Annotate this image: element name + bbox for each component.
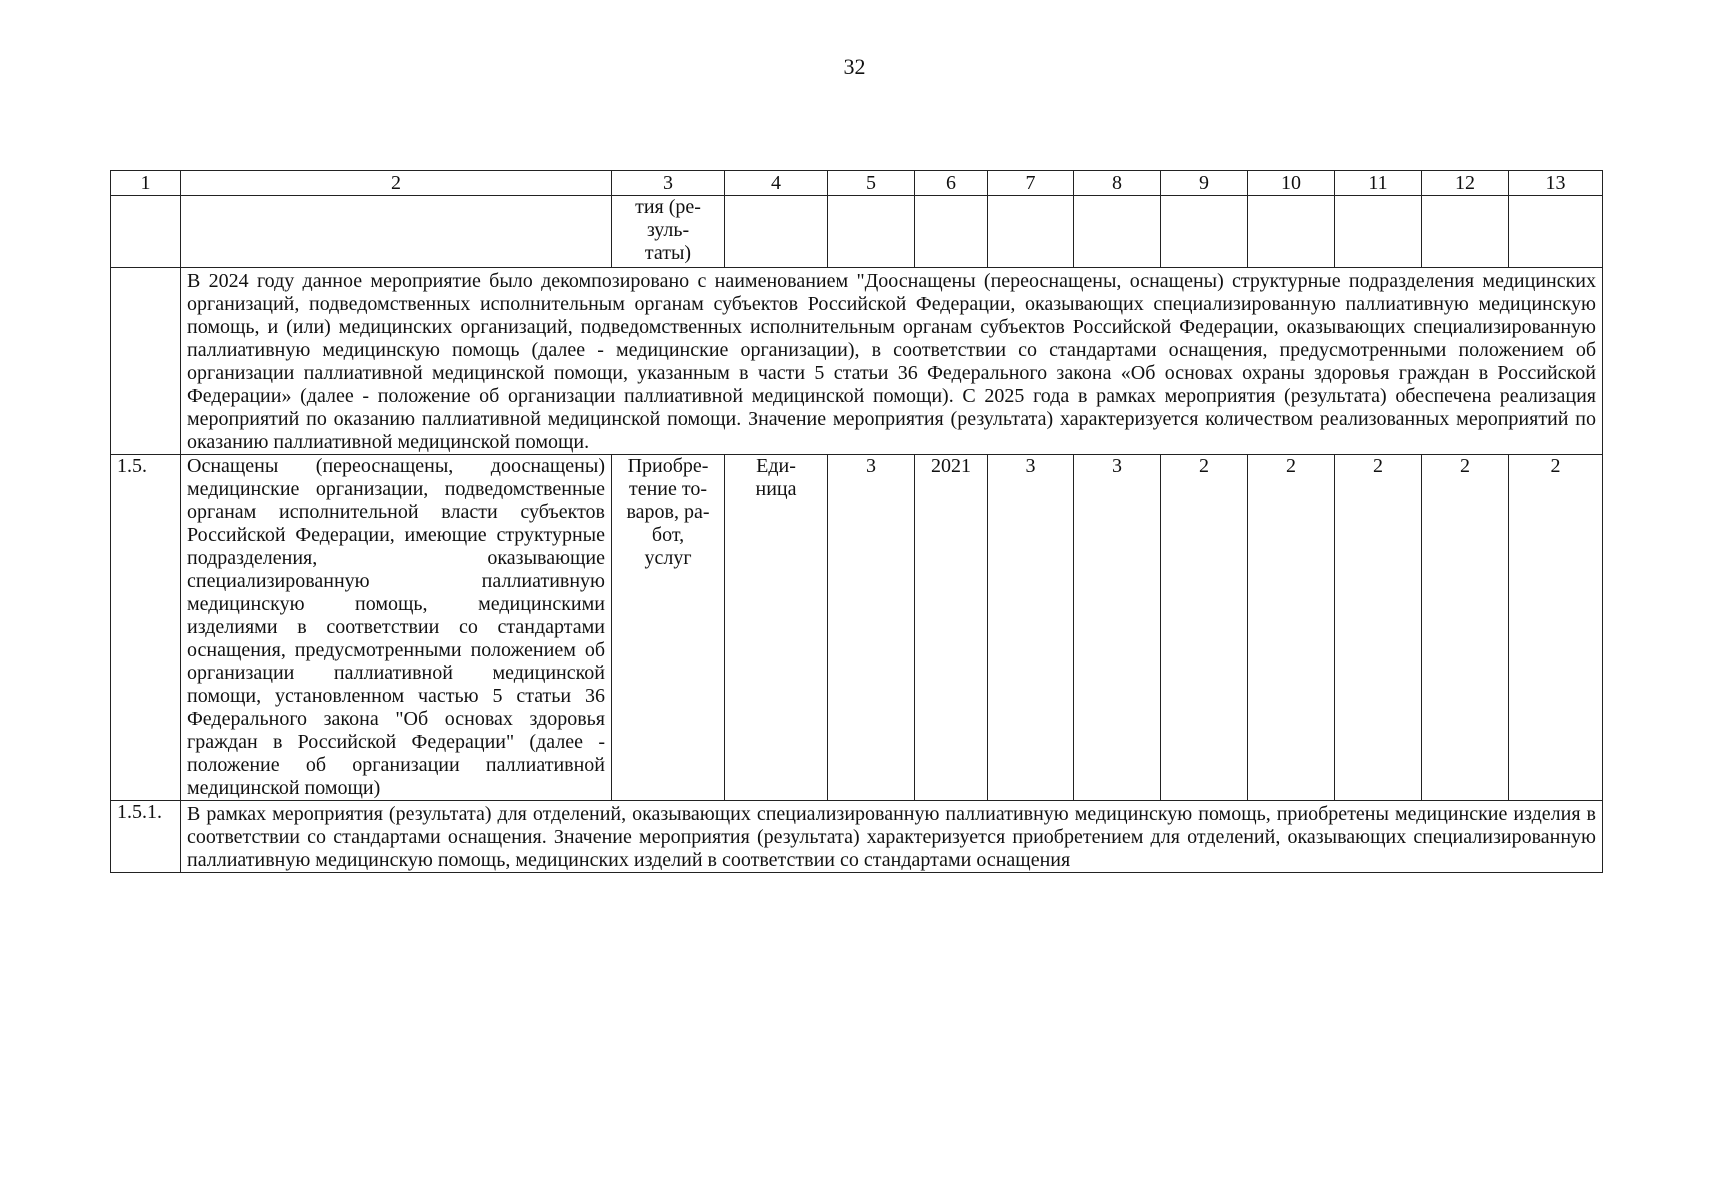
note-number-cell: [111, 268, 181, 455]
cont-cell-12: [1422, 196, 1509, 268]
value-col-12: 2: [1422, 455, 1509, 801]
cont-cell-6: [915, 196, 988, 268]
cont-cell-5: [828, 196, 915, 268]
measure-row-1-5-1: [111, 801, 1603, 873]
cont-cell-1: [111, 196, 181, 268]
continuation-row: [111, 196, 1603, 268]
cont-cell-10: [1248, 196, 1335, 268]
column-number-row: [111, 171, 1603, 196]
cont-cell-8: [1074, 196, 1161, 268]
page-number: 32: [843, 54, 866, 79]
cont-cell-4: [725, 196, 828, 268]
cont-cell-13: [1509, 196, 1603, 268]
sub-measure-text: В рамках мероприятия (результата) для отделений, оказывающих специализированную паллиативную медицинскую помощь, приобретены медицинские изделия в соответствии со стандартами оснащения. Значение мероприятия (результата) характеризуется приобретением для отделений, оказывающих специализированную паллиативную медицинскую помощь, медицинских изделий в соответствии со стандартами оснащения: [181, 801, 1603, 873]
measure-number: 1.5.: [111, 455, 181, 801]
value-col-9: 2: [1161, 455, 1248, 801]
col-number-2: 2: [181, 171, 612, 196]
col-number-12: 12: [1422, 171, 1509, 196]
measure-name: Оснащены (переоснащены, дооснащены) медицинские организации, подведомственные органам исполнительной власти субъектов Российской Федерации, имеющие структурные подразделения, оказывающие специализированную паллиативную медицинскую помощь, медицинскими изделиями в соответствии со стандартами оснащения, предусмотренными положением об организации паллиативной медицинской помощи, установленном частью 5 статьи 36 Федерального закона "Об основах здоровья граждан в Российской Федерации" (далее - положение об организации паллиативной медицинской помощи): [181, 455, 612, 801]
cont-cell-11: [1335, 196, 1422, 268]
col-number-4: 4: [725, 171, 828, 196]
decomposition-note-text: В 2024 году данное мероприятие было декомпозировано с наименованием "Дооснащены (переоснащены, оснащены) структурные подразделения медицинских организаций, подведомственных исполнительным органам субъектов Российской Федерации, оказывающих специализированную паллиативную медицинскую помощь, и (или) медицинских организаций, подведомственных исполнительным органам субъектов Российской Федерации, оказывающих специализированную паллиативную медицинскую помощь (далее - медицинские организации), в соответствии со стандартами оснащения, предусмотренными положением об организации паллиативной медицинской помощи, указанным в части 5 статьи 36 Федерального закона «Об основах охраны здоровья граждан в Российской Федерации» (далее - положение об организации паллиативной медицинской помощи). С 2025 года в рамках мероприятия (результата) обеспечена реализация мероприятий по оказанию паллиативной медицинской помощи. Значение мероприятия (результата) характеризуется количеством реализованных мероприятий по оказанию паллиативной медицинской помощи.: [181, 268, 1603, 455]
col-number-8: 8: [1074, 171, 1161, 196]
base-value: 3: [828, 455, 915, 801]
col-number-7: 7: [988, 171, 1074, 196]
col-number-13: 13: [1509, 171, 1603, 196]
cont-cell-7: [988, 196, 1074, 268]
base-year: 2021: [915, 455, 988, 801]
cont-cell-type: тия (ре- зуль- таты): [612, 196, 725, 268]
cont-cell-2: [181, 196, 612, 268]
value-col-8: 3: [1074, 455, 1161, 801]
cont-cell-9: [1161, 196, 1248, 268]
col-number-3: 3: [612, 171, 725, 196]
col-number-6: 6: [915, 171, 988, 196]
col-number-10: 10: [1248, 171, 1335, 196]
sub-measure-number: 1.5.1.: [111, 801, 181, 873]
col-number-1: 1: [111, 171, 181, 196]
value-col-13: 2: [1509, 455, 1603, 801]
value-col-11: 2: [1335, 455, 1422, 801]
measure-type: Приобре- тение то- варов, ра- бот, услуг: [612, 455, 725, 801]
measures-table: [110, 170, 1603, 873]
col-number-5: 5: [828, 171, 915, 196]
col-number-9: 9: [1161, 171, 1248, 196]
col-number-11: 11: [1335, 171, 1422, 196]
measure-unit: Еди- ница: [725, 455, 828, 801]
value-col-10: 2: [1248, 455, 1335, 801]
value-col-7: 3: [988, 455, 1074, 801]
measure-row-1-5: [111, 455, 1603, 801]
decomposition-note-row: [111, 268, 1603, 455]
